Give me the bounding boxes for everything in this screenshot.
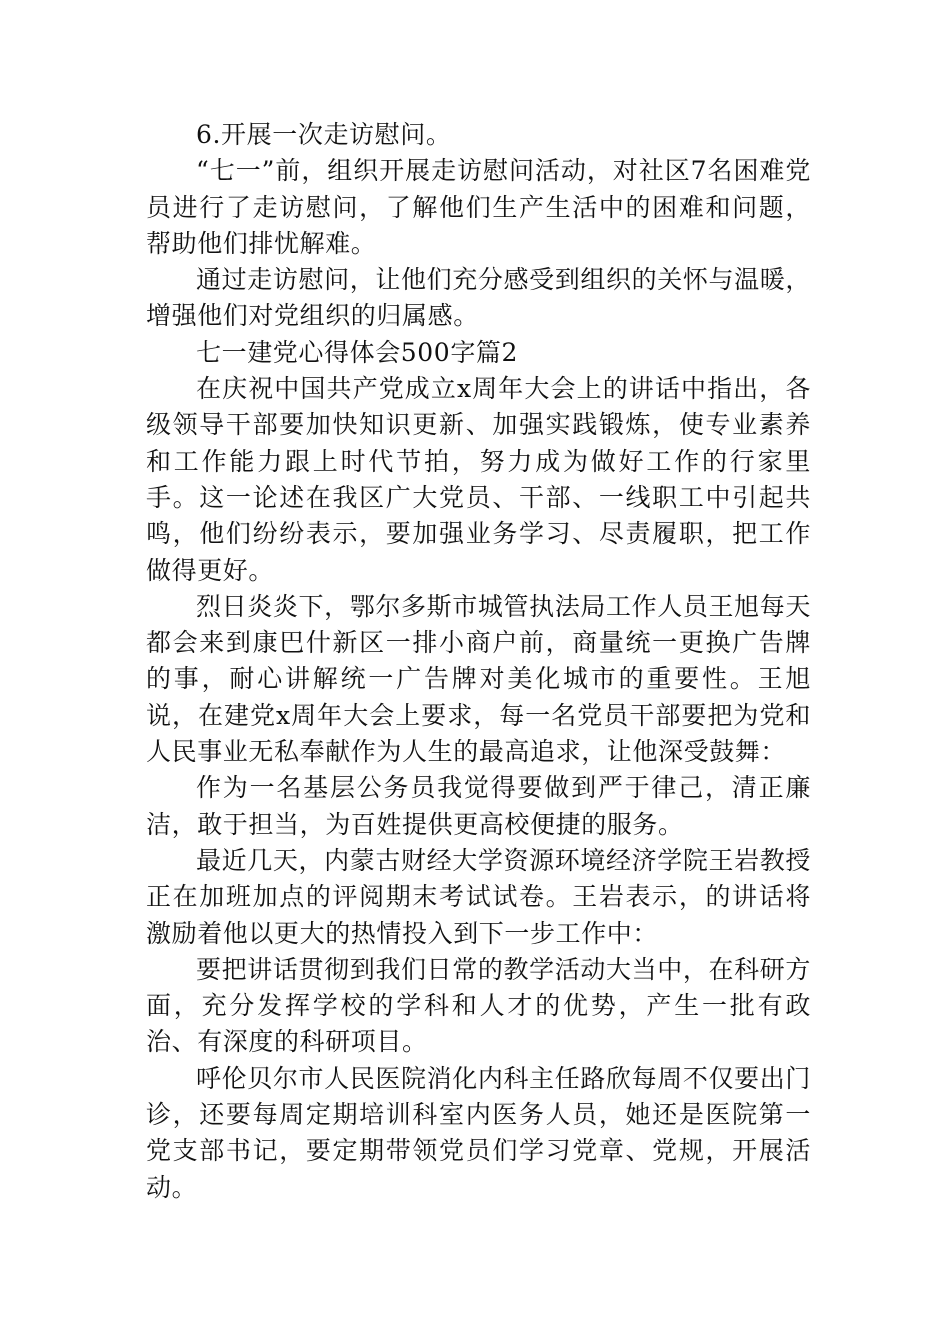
- paragraph: 要把讲话贯彻到我们日常的教学活动大当中，在科研方面，充分发挥学校的学科和人才的优势，产生一批有政治、有深度的科研项目。: [146, 954, 811, 1057]
- paragraph: 最近几天，内蒙古财经大学资源环境经济学院王岩教授正在加班加点的评阅期末考试试卷。王岩表示，的讲话将激励着他以更大的热情投入到下一步工作中：: [146, 845, 811, 948]
- section-heading: 七一建党心得体会500字篇2: [196, 337, 519, 367]
- paragraph: “七一”前，组织开展走访慰问活动，对社区7名困难党员进行了走访慰问，了解他们生产生活中的困难和问题，帮助他们排忧解难。: [146, 156, 811, 258]
- paragraph-item-heading: 6.开展一次走访慰问。: [196, 120, 452, 149]
- document-body: [146, 117, 811, 1206]
- paragraph: 通过走访慰问，让他们充分感受到组织的关怀与温暖，增强他们对党组织的归属感。: [146, 265, 811, 331]
- paragraph: 在庆祝中国共产党成立x周年大会上的讲话中指出，各级领导干部要加快知识更新、加强实践锻炼，使专业素养和工作能力跟上时代节拍，努力成为做好工作的行家里手。这一论述在我区广大党员、干部、一线职工中引起共鸣，他们纷纷表示，要加强业务学习、尽责履职，把工作做得更好。: [146, 374, 811, 585]
- paragraph: 呼伦贝尔市人民医院消化内科主任路欣每周不仅要出门诊，还要每周定期培训科室内医务人员，她还是医院第一党支部书记，要定期带领党员们学习党章、党规，开展活动。: [146, 1063, 811, 1202]
- paragraph: 烈日炎炎下，鄂尔多斯市城管执法局工作人员王旭每天都会来到康巴什新区一排小商户前，商量统一更换广告牌的事，耐心讲解统一广告牌对美化城市的重要性。王旭说，在建党x周年大会上要求，每一名党员干部要把为党和人民事业无私奉献作为人生的最高追求，让他深受鼓舞：: [146, 591, 811, 767]
- paragraph: 作为一名基层公务员我觉得要做到严于律己，清正廉洁，敢于担当，为百姓提供更高校便捷的服务。: [146, 773, 811, 839]
